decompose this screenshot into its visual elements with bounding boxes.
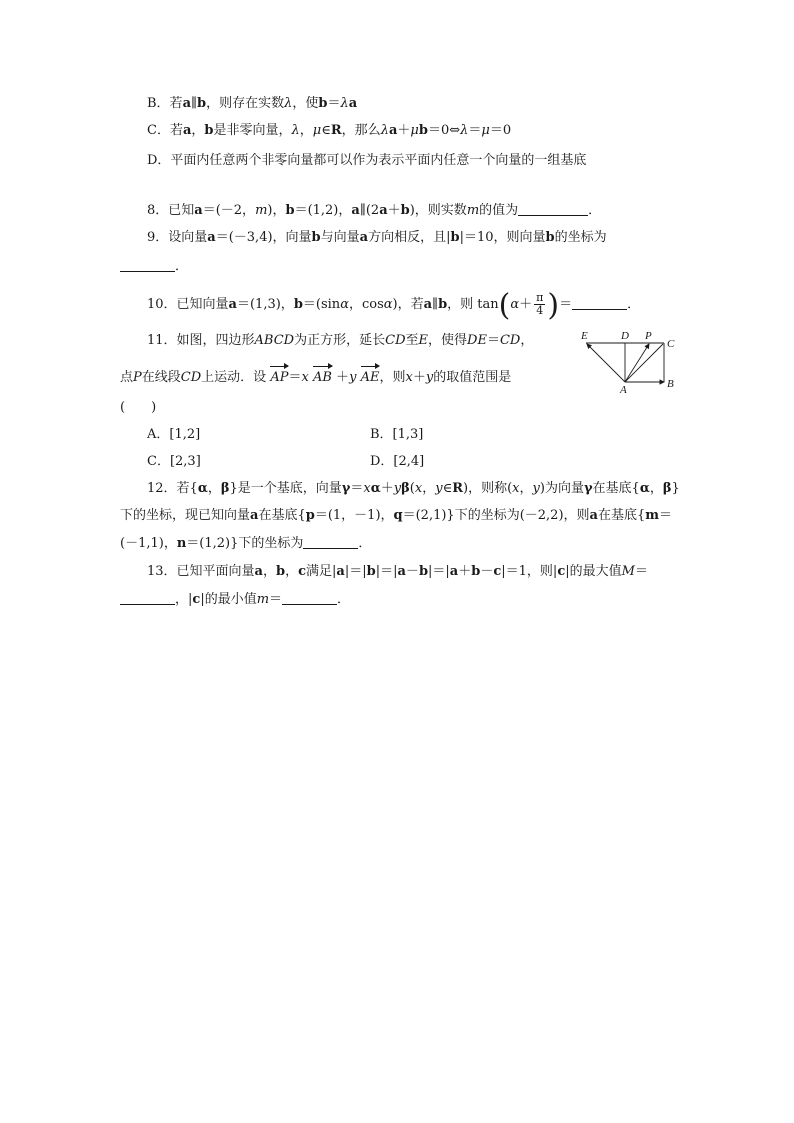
answer-blank[interactable] bbox=[282, 590, 337, 605]
option-11a[interactable]: A．[1,2] bbox=[147, 427, 201, 442]
vector-AP bbox=[625, 344, 649, 382]
question-12-line-1: 12．若{α，β}是一个基底，向量γ＝xα＋yβ(x，y∈R)，则称(x，y)为向量γ在基底{α，β} bbox=[147, 481, 680, 496]
fraction-pi-over-4: $\frac{\pi}{4}$ bbox=[536, 291, 544, 317]
answer-blank[interactable] bbox=[120, 257, 175, 272]
label-D: D bbox=[621, 330, 629, 342]
option-11d[interactable]: D．[2,4] bbox=[370, 454, 425, 469]
option-11b[interactable]: B．[1,3] bbox=[370, 427, 424, 442]
question-13-line-1: 13．已知平面向量a，b，c满足|a|＝|b|＝|a－b|＝|a＋b－c|＝1，则|c|的最大值M＝ bbox=[147, 564, 648, 579]
question-11-line-2: 点P在线段CD上运动．设 AP＝x AB ＋y AE，则x＋y的取值范围是 bbox=[120, 364, 511, 388]
label-C: C bbox=[667, 338, 675, 350]
answer-blank[interactable] bbox=[303, 534, 358, 549]
question-12-line-3: (－1,1)，n＝(1,2)}下的坐标为 ． bbox=[120, 536, 372, 551]
question-11-line-1: 11．如图，四边形ABCD为正方形，延长CD至E，使得DE＝CD， bbox=[147, 333, 534, 348]
option-7d: D．平面内任意两个非零向量都可以作为表示平面内任意一个向量的一组基底 bbox=[147, 153, 587, 168]
answer-blank[interactable] bbox=[120, 590, 175, 605]
option-7c: C．若a，b是非零向量，λ，μ∈R，那么λa＋μb＝0⇔λ＝μ＝0 bbox=[147, 123, 512, 138]
question-10: 10．已知向量a＝(1,3)，b＝(sinα，cosα)，若a∥b，则 tan(α＋ $\frac{\pi}{4}$ )＝ ． bbox=[147, 288, 641, 323]
line-AC bbox=[625, 344, 663, 382]
vector-AE bbox=[587, 344, 625, 382]
label-B: B bbox=[667, 378, 674, 390]
question-11-line-3: ( ) bbox=[120, 400, 157, 415]
option-11c[interactable]: C．[2,3] bbox=[147, 454, 201, 469]
question-9-cont: ． bbox=[120, 257, 188, 277]
answer-blank[interactable] bbox=[572, 295, 627, 310]
label-A: A bbox=[620, 384, 627, 395]
question-13-line-2: ，|c|的最小值m＝ ． bbox=[120, 590, 350, 610]
option-7b: B．若a∥b，则存在实数λ，使b＝λa bbox=[147, 96, 358, 111]
square-figure bbox=[578, 330, 678, 395]
answer-blank[interactable] bbox=[518, 201, 588, 216]
question-8: 8．已知a＝(－2，m)，b＝(1,2)，a∥(2a＋b)，则实数m的值为 ． bbox=[147, 203, 602, 218]
question-12-line-2: 下的坐标，现已知向量a在基底{p＝(1，－1)，q＝(2,1)}下的坐标为(－2,2)，则a在基底{m＝ bbox=[120, 508, 673, 523]
label-E: E bbox=[581, 330, 588, 342]
label-P: P bbox=[645, 330, 652, 342]
question-9: 9．设向量a＝(－3,4)，向量b与向量a方向相反，且|b|＝10，则向量b的坐标为 bbox=[147, 230, 607, 245]
